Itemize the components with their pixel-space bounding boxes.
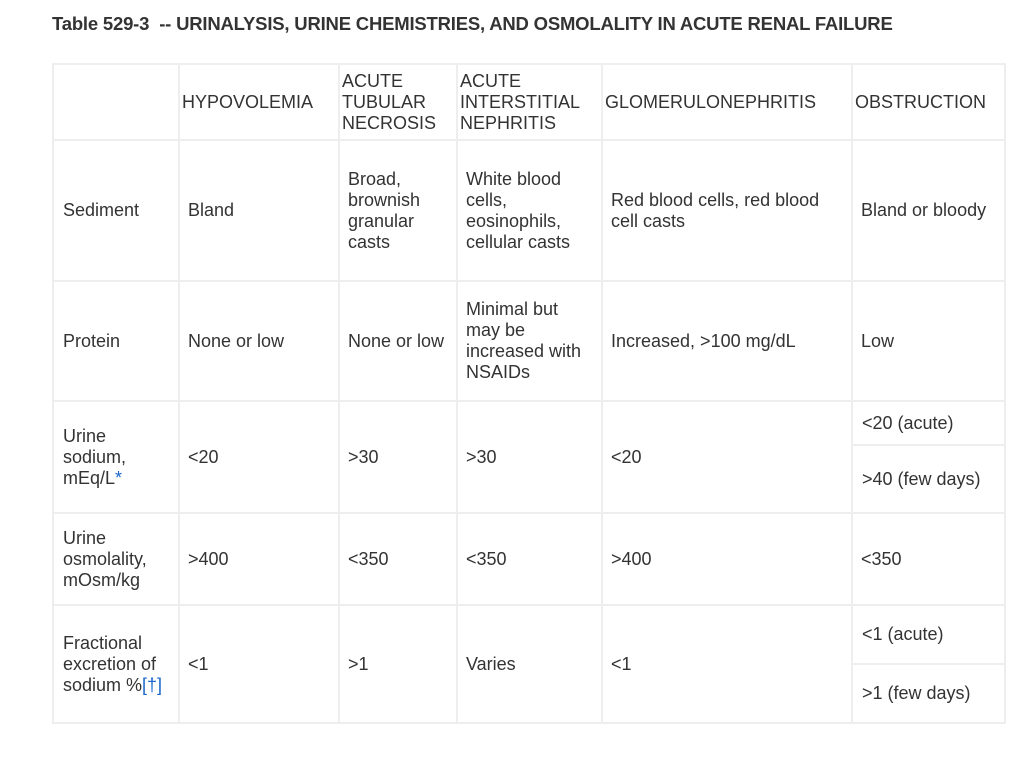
cell-protein-atn: None or low [340,282,458,402]
header-hypovolemia: HYPOVOLEMIA [180,63,340,141]
cell-fena-hypovolemia: <1 [180,606,340,724]
cell-sediment-atn: Broad, brownish granular casts [340,141,458,282]
table-row-fena [52,606,1006,724]
cell-protein-hypovolemia: None or low [180,282,340,402]
cell-sodium-obstruction [853,402,1006,514]
row-label-urine-osmolality: Urine osmolality, mOsm/kg [52,514,180,606]
urinalysis-table [52,63,1006,724]
cell-fena-ain: Varies [458,606,603,724]
header-blank [52,63,180,141]
obstruction-fena-subtable [853,606,1004,722]
cell-fena-atn: >1 [340,606,458,724]
table-title: -- URINALYSIS, URINE CHEMISTRIES, AND OSMOLALITY IN ACUTE RENAL FAILURE [159,13,893,34]
cell-osmolality-atn: <350 [340,514,458,606]
obstruction-sodium-subtable [853,402,1004,512]
table-row-protein [52,282,1006,402]
cell-osmolality-obstruction: <350 [853,514,1006,606]
fena-label: Fractional excretion of sodium % [63,632,157,695]
header-row [52,63,1006,141]
cell-protein-obstruction: Low [853,282,1006,402]
table-row-sediment [52,141,1006,282]
cell-sodium-obstruction-acute: <20 (acute) [853,402,1004,445]
footnote-link-asterisk[interactable]: * [115,467,123,488]
urine-sodium-label: Urine sodium, mEq/L [63,425,127,488]
row-label-sediment: Sediment [52,141,180,282]
cell-sodium-obstruction-few-days: >40 (few days) [862,468,981,489]
footnote-link-dagger[interactable]: [†] [142,674,163,695]
cell-sediment-ain: White blood cells, eosinophils, cellular casts [458,141,603,282]
cell-fena-obstruction [853,606,1006,724]
cell-sodium-ain: >30 [458,402,603,514]
cell-sediment-gn: Red blood cells, red blood cell casts [603,141,853,282]
cell-fena-obstruction-few-days: >1 (few days) [862,683,971,703]
cell-fena-gn: <1 [603,606,853,724]
cell-osmolality-ain: <350 [458,514,603,606]
table-number: Table 529-3 [52,13,150,34]
cell-sediment-obstruction: Bland or bloody [853,141,1006,282]
cell-sediment-hypovolemia: Bland [180,141,340,282]
table-row-urine-sodium [52,402,1006,514]
cell-osmolality-hypovolemia: >400 [180,514,340,606]
cell-sodium-atn: >30 [340,402,458,514]
cell-sodium-hypovolemia: <20 [180,402,340,514]
cell-fena-obstruction-acute: <1 (acute) [853,606,1004,664]
cell-sodium-gn: <20 [603,402,853,514]
header-acute-tubular-necrosis: ACUTE TUBULAR NECROSIS [340,63,458,141]
cell-protein-ain: Minimal but may be increased with NSAIDs [458,282,603,402]
cell-osmolality-gn: >400 [603,514,853,606]
row-label-fena [52,606,180,724]
row-label-urine-sodium [52,402,180,514]
header-acute-interstitial-nephritis: ACUTE INTERSTITIAL NEPHRITIS [458,63,603,141]
table-caption [52,14,1002,34]
cell-protein-gn: Increased, >100 mg/dL [603,282,853,402]
row-label-protein: Protein [52,282,180,402]
header-obstruction: OBSTRUCTION [853,63,1006,141]
table-row-urine-osmolality [52,514,1006,606]
header-glomerulonephritis: GLOMERULONEPHRITIS [603,63,853,141]
